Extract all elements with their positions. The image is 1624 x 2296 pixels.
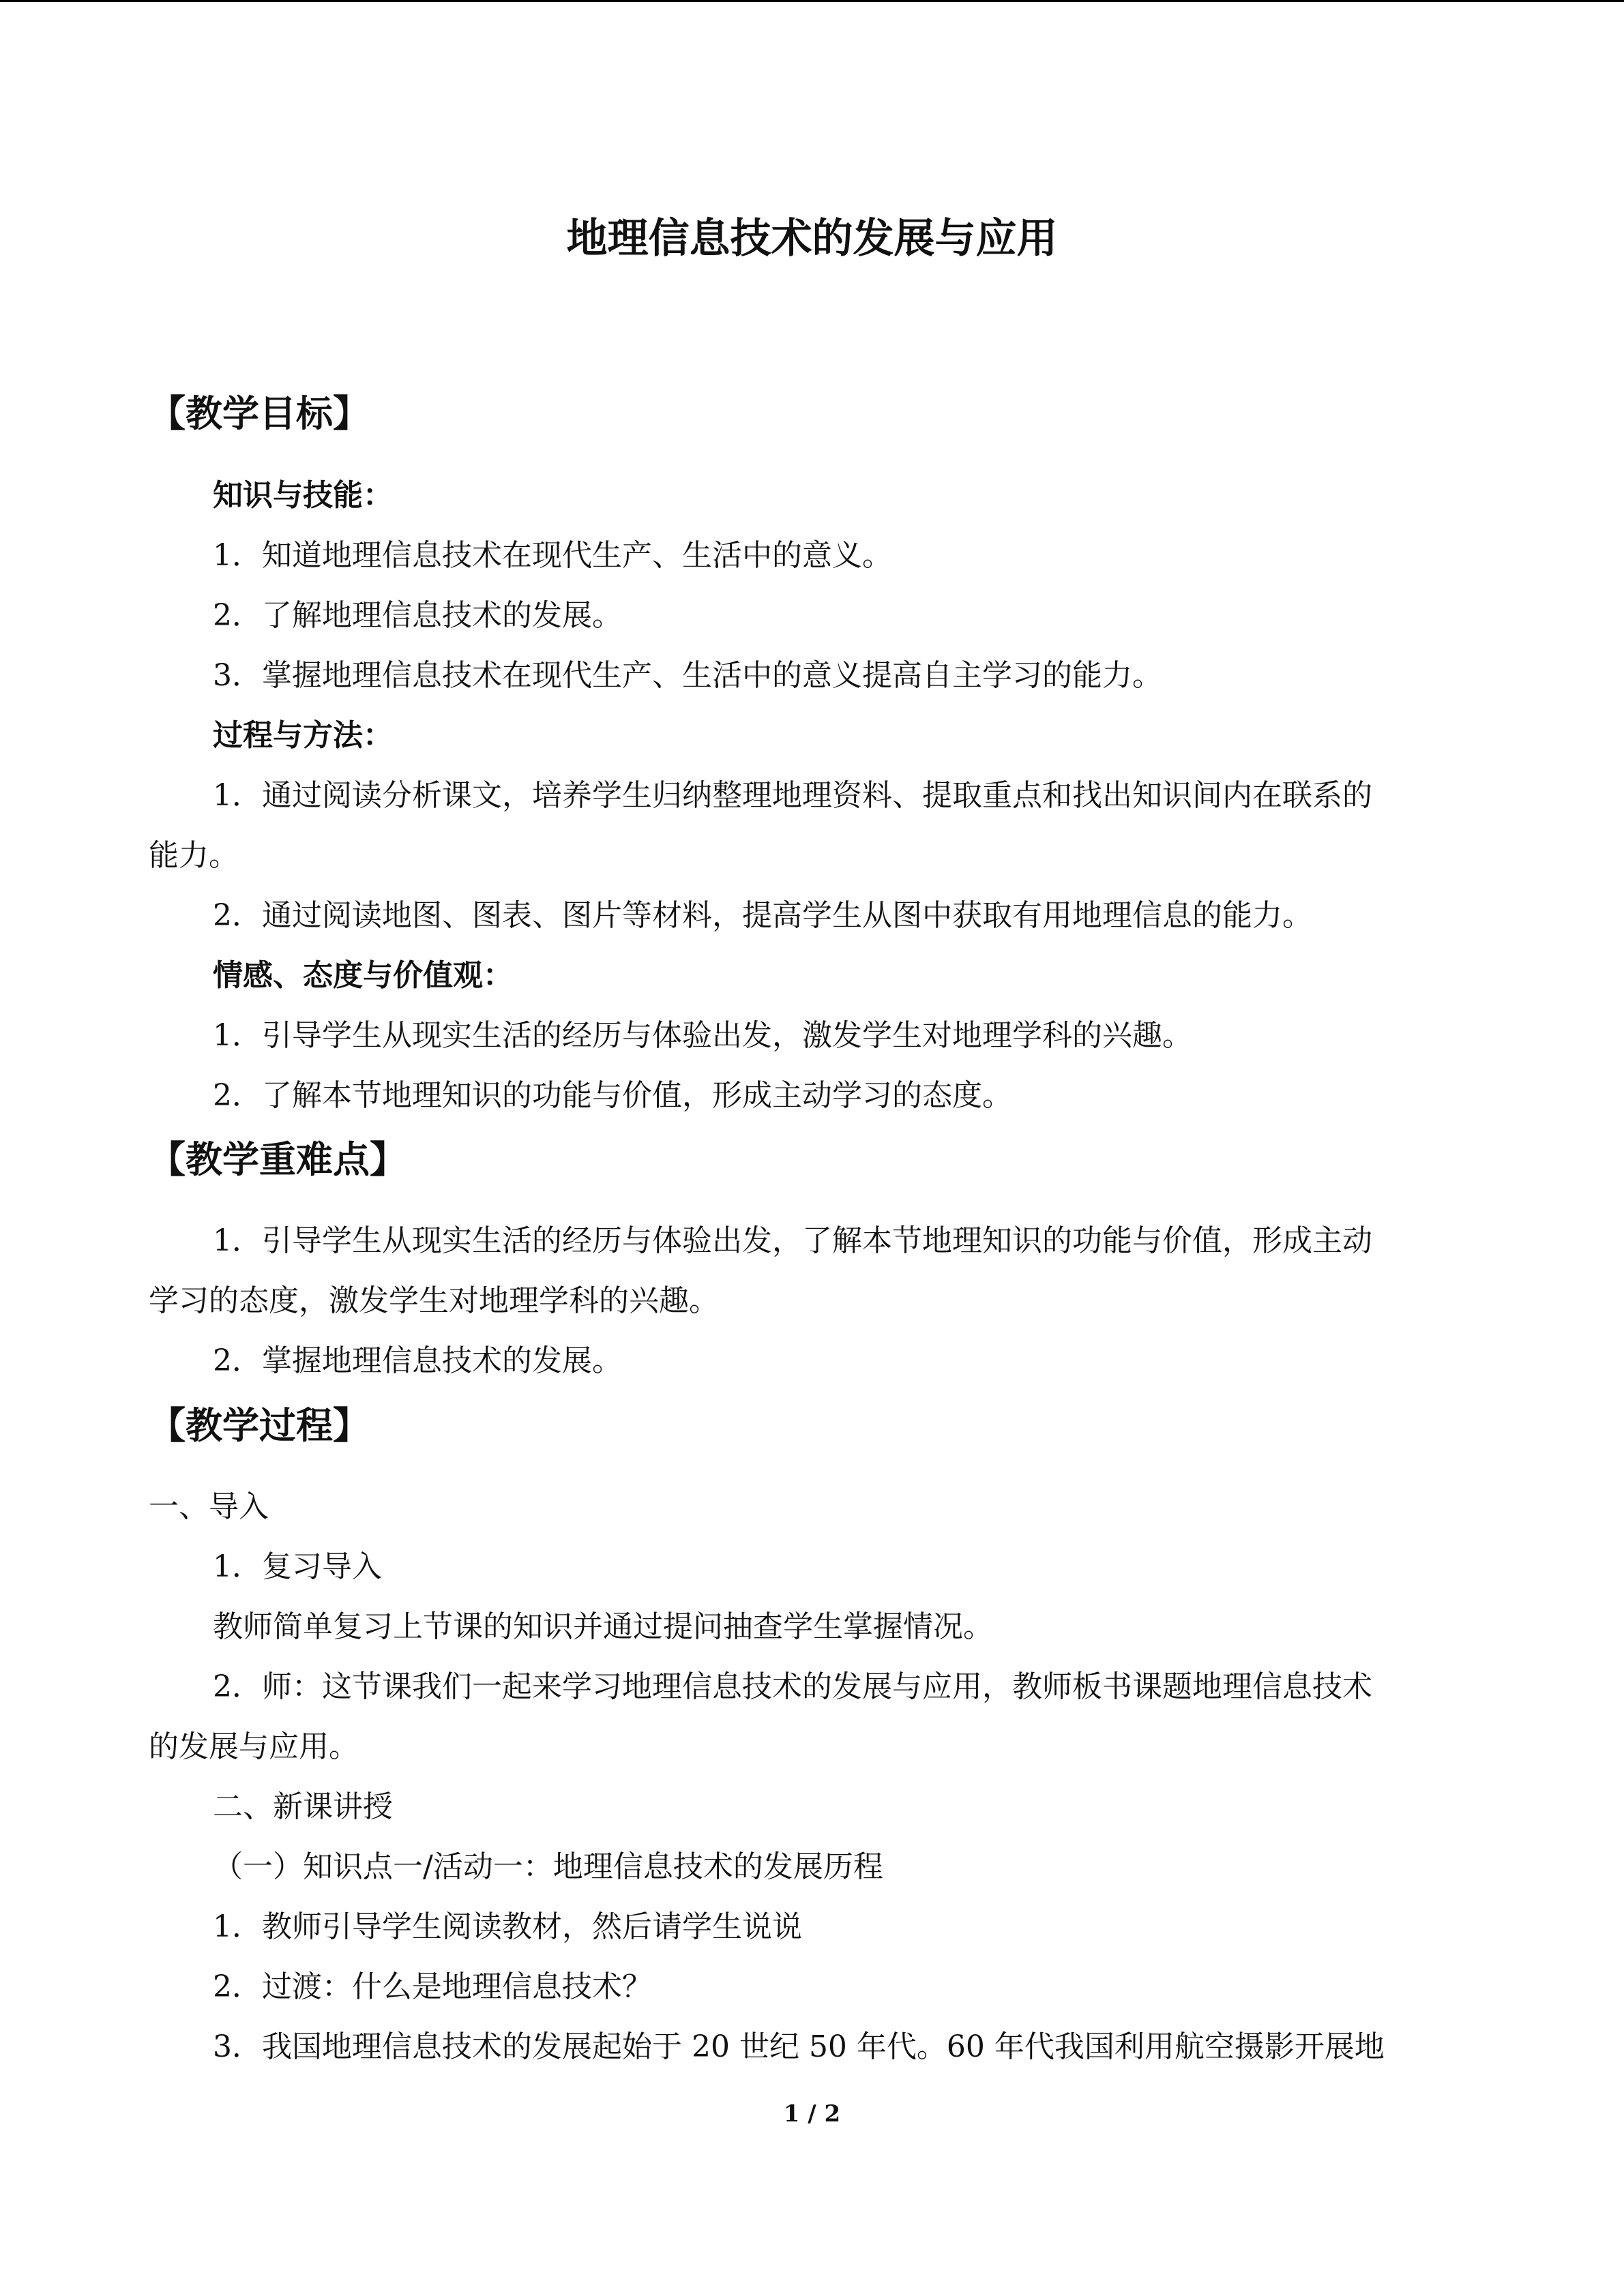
- process-intro-1-text: 教师简单复习上节课的知识并通过提问抽查学生掌握情况。: [213, 1609, 993, 1644]
- process-activity-1-step-3: 3．我国地理信息技术的发展起始于 20 世纪 50 年代。60 年代我国利用航空摄影开展地: [213, 2029, 1385, 2064]
- key-point-1-line1: 1．引导学生从现实生活的经历与体验出发，了解本节地理知识的功能与价值，形成主动: [213, 1223, 1372, 1258]
- process-new-lesson-label: 二、新课讲授: [213, 1789, 393, 1824]
- objective-knowledge-2: 2．了解地理信息技术的发展。: [213, 598, 622, 633]
- process-activity-1-step-2: 2．过渡：什么是地理信息技术？: [213, 1969, 652, 2004]
- process-activity-1-step-1: 1．教师引导学生阅读教材，然后请学生说说: [213, 1909, 802, 1944]
- process-intro-1: 1．复习导入: [213, 1549, 382, 1584]
- objective-emotion-2: 2．了解本节地理知识的功能与价值，形成主动学习的态度。: [213, 1078, 1012, 1113]
- subheading-knowledge: 知识与技能：: [213, 478, 393, 513]
- objective-knowledge-3: 3．掌握地理信息技术在现代生产、生活中的意义提高自主学习的能力。: [213, 658, 1162, 693]
- objective-process-2: 2．通过阅读地图、图表、图片等材料，提高学生从图中获取有用地理信息的能力。: [213, 898, 1312, 933]
- subheading-process: 过程与方法：: [213, 718, 393, 753]
- key-point-2: 2．掌握地理信息技术的发展。: [213, 1343, 622, 1378]
- section-heading-process: 【教学过程】: [149, 1403, 370, 1447]
- section-heading-objectives: 【教学目标】: [149, 391, 370, 435]
- process-activity-1: （一）知识点一/活动一：地理信息技术的发展历程: [213, 1849, 883, 1884]
- top-border-rule: [0, 0, 1624, 2]
- page-number: 1 / 2: [783, 2100, 841, 2128]
- objective-process-1-line1: 1．通过阅读分析课文，培养学生归纳整理地理资料、提取重点和找出知识间内在联系的: [213, 778, 1372, 813]
- process-intro-2-line2: 的发展与应用。: [149, 1729, 359, 1764]
- document-title: 地理信息技术的发展与应用: [566, 215, 1058, 263]
- key-point-1-line2: 学习的态度，激发学生对地理学科的兴趣。: [149, 1283, 719, 1318]
- objective-process-1-line2: 能力。: [149, 838, 239, 873]
- objective-emotion-1: 1．引导学生从现实生活的经历与体验出发，激发学生对地理学科的兴趣。: [213, 1018, 1192, 1053]
- subheading-emotion: 情感、态度与价值观：: [213, 958, 513, 993]
- process-intro-label: 一、导入: [149, 1489, 269, 1524]
- objective-knowledge-1: 1．知道地理信息技术在现代生产、生活中的意义。: [213, 538, 892, 573]
- section-heading-key-points: 【教学重难点】: [149, 1137, 407, 1181]
- process-intro-2-line1: 2．师：这节课我们一起来学习地理信息技术的发展与应用，教师板书课题地理信息技术: [213, 1669, 1372, 1704]
